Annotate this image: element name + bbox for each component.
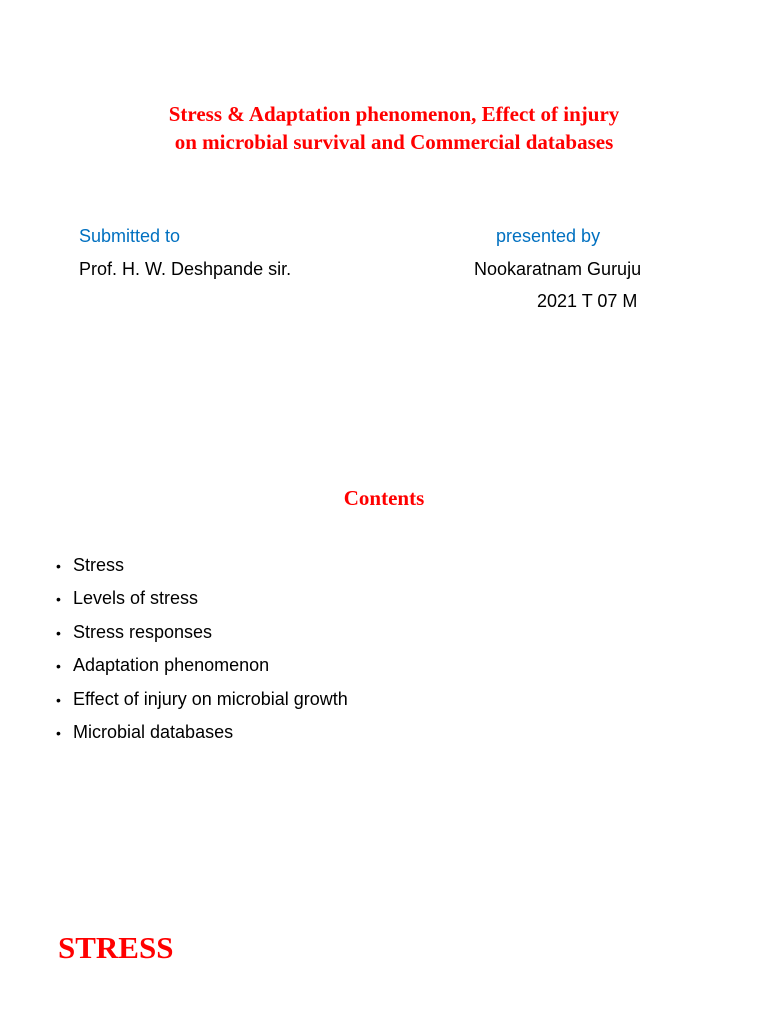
- submitted-to-name: Prof. H. W. Deshpande sir.: [79, 259, 292, 279]
- list-item: [56, 549, 348, 582]
- list-item-text: Microbial databases: [73, 722, 234, 743]
- list-item-text: Stress: [73, 555, 125, 575]
- bullet-icon: •: [56, 591, 61, 608]
- list-item: [56, 649, 348, 682]
- bullet-icon: •: [56, 691, 61, 708]
- list-item-text: Stress responses: [73, 621, 213, 642]
- presented-by-label: presented by: [496, 226, 601, 246]
- list-item-text: Effect of injury on microbial growth: [73, 688, 348, 709]
- presenter-name: Nookaratnam Guruju: [474, 259, 642, 279]
- presenter-id: 2021 T 07 M: [537, 291, 638, 311]
- list-item-text: Adaptation phenomenon: [73, 655, 270, 676]
- bullet-icon: •: [56, 658, 61, 675]
- bullet-icon: •: [56, 624, 61, 641]
- slide-title: [0, 100, 768, 156]
- list-item: [56, 582, 348, 615]
- section-heading-stress: STRESS: [58, 930, 174, 965]
- bullet-icon: •: [56, 558, 61, 574]
- slide-title-line-2: on microbial survival and Commercial databases: [174, 130, 614, 154]
- list-item: [56, 716, 348, 749]
- submitted-to-label: Submitted to: [79, 226, 181, 246]
- bullet-icon: •: [56, 725, 61, 742]
- list-item: [56, 616, 348, 649]
- contents-heading: Contents: [343, 486, 425, 510]
- slide-title-line-1: Stress & Adaptation phenomenon, Effect of injury: [168, 102, 620, 126]
- list-item: [56, 683, 348, 716]
- contents-list: [56, 549, 348, 749]
- list-item-text: Levels of stress: [73, 588, 199, 609]
